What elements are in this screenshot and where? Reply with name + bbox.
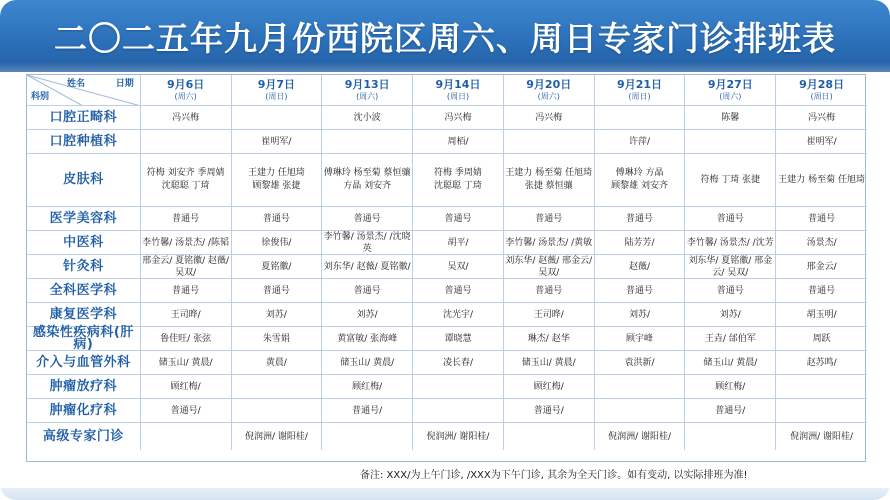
doctor-names: 崔明军/ (261, 136, 292, 147)
day-weekday: (周日) (446, 92, 470, 101)
doctor-names: 邢金云/ 夏铭徽/ 赵薇/ 吴双/ (142, 255, 230, 278)
schedule-cell (776, 327, 867, 350)
doctor-names: 刘东华/ 夏铭徽/ 邢金云/ 吴双/ (688, 255, 773, 278)
schedule-cell (413, 399, 504, 422)
doctor-names: 符梅 刘安齐 季周婧 (146, 168, 225, 178)
doctor-names: 冯兴梅 (444, 112, 472, 123)
schedule-cell (504, 399, 595, 422)
dept-label: 口腔正畸科 (27, 106, 141, 129)
schedule-cell (232, 154, 323, 206)
doctor-names: 王司晔/ (170, 309, 201, 320)
dept-label: 高级专家门诊 (27, 423, 141, 450)
doctor-names: 许萍/ (629, 136, 651, 147)
schedule-cell (685, 423, 776, 450)
day-date: 9月7日 (257, 78, 296, 91)
doctor-names: 普通号 (808, 285, 836, 296)
doctor-names: 普通号 (716, 213, 744, 224)
table-row (27, 207, 867, 231)
day-date: 9月6日 (166, 78, 205, 91)
schedule-cell (232, 303, 323, 326)
dept-label: 口腔种植科 (27, 130, 141, 153)
schedule-cell (776, 399, 867, 422)
schedule-cell (232, 279, 323, 302)
schedule-cell (685, 351, 776, 374)
schedule-cell (504, 303, 595, 326)
schedule-cell (322, 399, 413, 422)
schedule-cell (504, 423, 595, 450)
schedule-cell (322, 231, 413, 254)
schedule-cell (504, 279, 595, 302)
schedule-cell (685, 207, 776, 230)
schedule-cell (685, 106, 776, 129)
schedule-cell (595, 375, 686, 398)
schedule-table (26, 74, 866, 462)
schedule-cell (776, 106, 867, 129)
schedule-cell (322, 130, 413, 153)
schedule-cell (685, 130, 776, 153)
day-weekday: (周日) (810, 92, 833, 101)
doctor-names: 储玉山/ 黄晨/ (521, 357, 576, 368)
doctor-names: 李竹馨/ 汤景杰/ /陈韬 (142, 237, 230, 248)
doctor-names: 顾红梅/ (170, 381, 201, 392)
doctor-names: 冯兴梅 (808, 112, 836, 123)
schedule-cell (232, 231, 323, 254)
schedule-cell (232, 130, 323, 153)
dept-label: 针灸科 (27, 255, 141, 278)
table-row (27, 351, 867, 375)
schedule-cell (232, 351, 323, 374)
doctor-names: 崔明军/ (806, 136, 837, 147)
day-header-2 (232, 75, 323, 105)
doctor-names: 陆芳芳/ (624, 237, 655, 248)
doctor-names: 胡平/ (447, 237, 469, 248)
schedule-cell (232, 327, 323, 350)
schedule-cell (322, 106, 413, 129)
doctor-names: 傅琳玲 杨至菊 蔡恒骧 (323, 168, 411, 178)
doctor-names: 吴双/ (447, 261, 469, 272)
doctor-names: 符梅 季周婧 (434, 168, 482, 178)
schedule-cell (504, 130, 595, 153)
schedule-cell (413, 279, 504, 302)
day-header-5 (504, 75, 595, 105)
day-header-8 (776, 75, 867, 105)
schedule-cell (141, 207, 232, 230)
header-row (27, 75, 867, 106)
doctor-names: 黄富敏/ 张海峰 (337, 333, 398, 344)
dept-label: 中医科 (27, 231, 141, 254)
schedule-cell (776, 303, 867, 326)
schedule-cell (685, 154, 776, 206)
doctor-names: 鲁佳旺/ 张弦 (160, 333, 212, 344)
schedule-cell (413, 375, 504, 398)
day-weekday: (周日) (628, 92, 651, 101)
dept-label: 肿瘤放疗科 (27, 375, 141, 398)
schedule-cell (322, 255, 413, 278)
schedule-cell (776, 130, 867, 153)
schedule-cell (232, 207, 323, 230)
doctor-names: 储玉山/ 黄晨/ (158, 357, 213, 368)
doctor-names: 黄晨/ (265, 357, 287, 368)
schedule-cell (504, 207, 595, 230)
day-header-1 (141, 75, 232, 105)
doctor-names: 符梅 丁琦 张捷 (700, 175, 761, 185)
schedule-cell (776, 375, 867, 398)
schedule-cell (141, 327, 232, 350)
schedule-cell (776, 351, 867, 374)
doctor-names: 沈聪聪 丁琦 (161, 181, 210, 191)
schedule-cell (595, 327, 686, 350)
day-weekday: (周日) (265, 92, 288, 101)
schedule-cell (413, 423, 504, 450)
schedule-cell (776, 279, 867, 302)
schedule-cell (413, 327, 504, 350)
doctor-names: 张捷 蔡恒骧 (524, 181, 573, 191)
doctor-names: 邢金云/ (806, 261, 837, 272)
doctor-names: 普通号 (353, 213, 381, 224)
schedule-cell (595, 399, 686, 422)
schedule-cell (413, 154, 504, 206)
footnote: 备注: XXX/为上午门诊, /XXX为下午门诊, 其余为全天门诊。如有变动, 以实际排班为准! (360, 470, 748, 481)
schedule-cell (232, 423, 323, 450)
schedule-cell (595, 207, 686, 230)
schedule-cell (776, 154, 867, 206)
day-weekday: (周六) (719, 92, 742, 101)
schedule-cell (413, 255, 504, 278)
schedule-cell (776, 207, 867, 230)
schedule-cell (685, 375, 776, 398)
doctor-names: 普通号 (626, 213, 654, 224)
table-row (27, 231, 867, 255)
schedule-cell (595, 351, 686, 374)
page-title: 二〇二五年九月份西院区周六、周日专家门诊排班表 (54, 18, 836, 58)
schedule-cell (595, 423, 686, 450)
schedule-cell (595, 154, 686, 206)
day-date: 9月28日 (799, 78, 845, 91)
schedule-cell (322, 279, 413, 302)
doctor-names: 胡玉明/ (806, 309, 837, 320)
schedule-cell (141, 375, 232, 398)
doctor-names: 倪润洲/ 谢阳桂/ (608, 431, 671, 442)
doctor-names: 王建力 杨至菊 任旭琦 (505, 168, 593, 178)
schedule-cell (232, 375, 323, 398)
schedule-cell (504, 327, 595, 350)
day-header-6 (595, 75, 686, 105)
schedule-cell (141, 399, 232, 422)
schedule-cell (232, 255, 323, 278)
doctor-names: 王建力 杨至菊 任旭琦 (778, 175, 865, 185)
schedule-cell (413, 231, 504, 254)
doctor-names: 周栢/ (447, 136, 469, 147)
day-header-4 (413, 75, 504, 105)
dept-label: 全科医学科 (27, 279, 141, 302)
doctor-names: 刘苏/ (356, 309, 378, 320)
doctor-names: 普通号 (535, 285, 563, 296)
doctor-names: 普通号 (172, 285, 200, 296)
schedule-cell (413, 130, 504, 153)
doctor-names: 顾黎雄 刘安齐 (611, 181, 668, 191)
corner-name-label: 姓名 (67, 79, 86, 89)
doctor-names: 袁洪新/ (624, 357, 655, 368)
doctor-names: 普通号 (444, 285, 472, 296)
schedule-cell (595, 130, 686, 153)
doctor-names: 储玉山/ 黄晨/ (703, 357, 758, 368)
doctor-names: 普通号 (353, 285, 381, 296)
schedule-cell (776, 231, 867, 254)
doctor-names: 普通号 (808, 213, 836, 224)
doctor-names: 李竹馨/ 汤景杰/ /黄敏 (505, 237, 593, 248)
day-date: 9月13日 (344, 78, 390, 91)
table-row (27, 423, 867, 450)
doctor-names: 普通号 (172, 213, 200, 224)
doctor-names: 普通号 (716, 285, 744, 296)
schedule-cell (232, 106, 323, 129)
dept-label: 感染性疾病科(肝病) (27, 327, 141, 350)
table-row (27, 255, 867, 279)
schedule-cell (141, 351, 232, 374)
table-row (27, 303, 867, 327)
doctor-names: 汤景杰/ (806, 237, 837, 248)
table-row (27, 130, 867, 154)
corner-dept-label: 科别 (31, 92, 50, 102)
day-date: 9月27日 (707, 78, 753, 91)
table-row (27, 279, 867, 303)
schedule-cell (504, 375, 595, 398)
bottom-band (0, 488, 890, 500)
doctor-names: 倪润洲/ 谢阳桂/ (790, 431, 854, 442)
schedule-cell (322, 423, 413, 450)
dept-label: 介入与血管外科 (27, 351, 141, 374)
schedule-cell (504, 106, 595, 129)
schedule-cell (141, 106, 232, 129)
dept-label: 皮肤科 (27, 154, 141, 206)
schedule-cell (413, 207, 504, 230)
doctor-names: 刘苏/ (265, 309, 287, 320)
doctor-names: 冯兴梅 (172, 112, 200, 123)
schedule-cell (322, 207, 413, 230)
dept-label: 医学美容科 (27, 207, 141, 230)
doctor-names: 顾宇峰 (626, 333, 654, 344)
doctor-names: 普通号 (626, 285, 654, 296)
corner-date-label: 日期 (115, 79, 134, 89)
doctor-names: 琳杰/ 赵华 (527, 333, 570, 344)
schedule-cell (595, 106, 686, 129)
dept-label: 康复医学科 (27, 303, 141, 326)
schedule-cell (685, 255, 776, 278)
doctor-names: 顾红梅/ (715, 381, 746, 392)
doctor-names: 谭晓慧 (444, 333, 472, 344)
day-header-3 (322, 75, 413, 105)
doctor-names: 顾红梅/ (533, 381, 564, 392)
schedule-cell (141, 154, 232, 206)
doctor-names: 凌长春/ (442, 357, 473, 368)
schedule-cell (141, 255, 232, 278)
doctor-names: 普通号 (444, 213, 472, 224)
doctor-names: 倪润洲/ 谢阳桂/ (244, 431, 308, 442)
doctor-names: 王建力 任旭琦 (247, 168, 305, 178)
doctor-names: 刘东华/ 赵薇/ 夏铭徽/ (323, 261, 411, 272)
doctor-names: 沈聪聪 丁琦 (434, 181, 482, 191)
doctor-names: 周跃 (812, 333, 831, 344)
doctor-names: 王垚/ 邰伯军 (704, 333, 756, 344)
schedule-cell (322, 154, 413, 206)
doctor-names: 冯兴梅 (535, 112, 563, 123)
day-date: 9月21日 (617, 78, 663, 91)
schedule-cell (504, 154, 595, 206)
day-weekday: (周六) (356, 92, 379, 101)
schedule-cell (322, 351, 413, 374)
doctor-names: 李竹馨/ 汤景杰/ /沈芳 (686, 237, 774, 248)
schedule-cell (685, 399, 776, 422)
doctor-names: 普通号 (535, 213, 563, 224)
doctor-names: 普通号 (262, 213, 290, 224)
doctor-names: 普通号/ (170, 405, 201, 416)
schedule-cell (595, 231, 686, 254)
table-row (27, 324, 867, 352)
day-weekday: (周六) (537, 92, 560, 101)
doctor-names: 陈馨 (721, 112, 740, 123)
doctor-names: 赵苏鸣/ (806, 357, 837, 368)
schedule-cell (685, 303, 776, 326)
doctor-names: 方晶 刘安齐 (343, 181, 392, 191)
day-date: 9月20日 (526, 78, 572, 91)
schedule-cell (413, 351, 504, 374)
doctor-names: 刘苏/ (719, 309, 741, 320)
dept-label: 肿瘤化疗科 (27, 399, 141, 422)
table-row (27, 375, 867, 399)
schedule-cell (322, 375, 413, 398)
schedule-cell (685, 279, 776, 302)
doctor-names: 顾红梅/ (352, 381, 383, 392)
schedule-cell (776, 255, 867, 278)
schedule-cell (776, 423, 867, 450)
schedule-cell (141, 130, 232, 153)
doctor-names: 顾黎雄 张捷 (252, 181, 301, 191)
day-weekday: (周六) (174, 92, 197, 101)
doctor-names: 沈光宇/ (442, 309, 473, 320)
doctor-names: 普通号/ (715, 405, 746, 416)
doctor-names: 赵薇/ (629, 261, 651, 272)
schedule-cell (322, 303, 413, 326)
schedule-cell (141, 231, 232, 254)
schedule-cell (141, 423, 232, 450)
schedule-cell (595, 303, 686, 326)
schedule-cell (685, 327, 776, 350)
doctor-names: 倪润洲/ 谢阳桂/ (426, 431, 490, 442)
table-row (27, 399, 867, 423)
schedule-cell (232, 399, 323, 422)
doctor-names: 夏铭徽/ (261, 261, 292, 272)
schedule-cell (141, 279, 232, 302)
doctor-names: 王司晔/ (533, 309, 564, 320)
schedule-cell (685, 231, 776, 254)
table-row (27, 106, 867, 130)
doctor-names: 储玉山/ 黄晨/ (340, 357, 395, 368)
schedule-cell (595, 255, 686, 278)
schedule-cell (413, 303, 504, 326)
doctor-names: 朱雪娟 (262, 333, 290, 344)
doctor-names: 刘苏/ (629, 309, 651, 320)
doctor-names: 李竹馨/ 汤景杰/ /沈晓英 (323, 231, 411, 254)
schedule-cell (504, 351, 595, 374)
table-row (27, 154, 867, 207)
schedule-cell (141, 303, 232, 326)
doctor-names: 傅琳玲 方晶 (615, 168, 664, 178)
doctor-names: 普通号/ (533, 405, 564, 416)
schedule-cell (504, 255, 595, 278)
doctor-names: 刘东华/ 赵薇/ 邢金云/ 吴双/ (505, 255, 593, 278)
doctor-names: 徐俊伟/ (261, 237, 292, 248)
day-header-7 (685, 75, 776, 105)
day-date: 9月14日 (435, 78, 481, 91)
doctor-names: 普通号 (262, 285, 290, 296)
schedule-cell (504, 231, 595, 254)
schedule-cell (413, 106, 504, 129)
doctor-names: 沈小波 (353, 112, 381, 123)
schedule-cell (595, 279, 686, 302)
corner-cell (27, 75, 141, 105)
schedule-cell (322, 327, 413, 350)
doctor-names: 普通号/ (352, 405, 383, 416)
